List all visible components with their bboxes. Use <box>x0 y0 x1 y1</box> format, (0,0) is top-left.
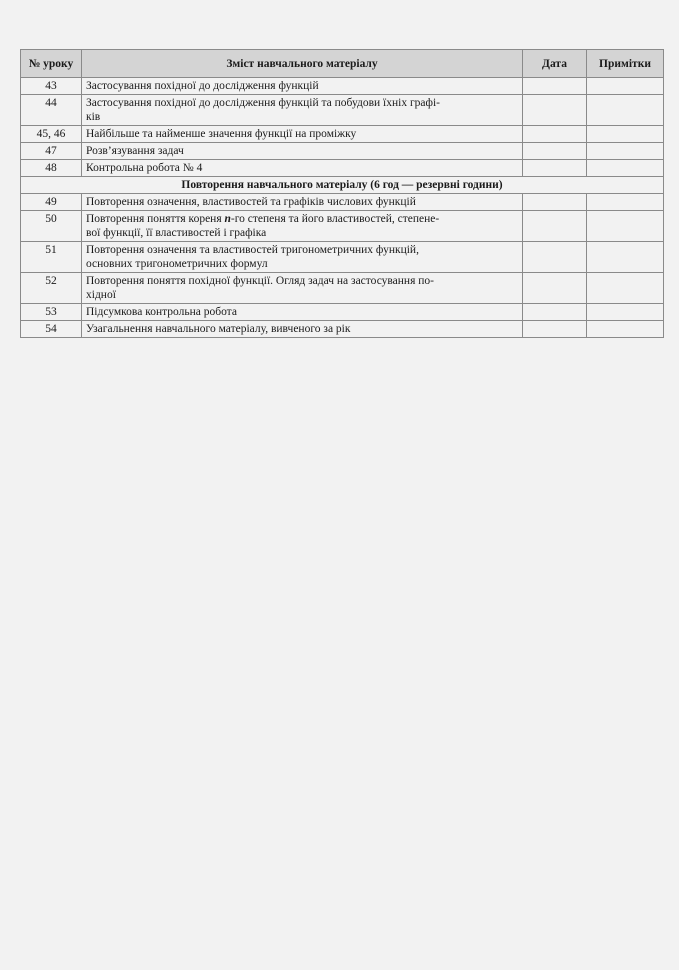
lesson-number: 49 <box>21 194 82 211</box>
table-row <box>21 273 664 304</box>
lesson-content: Контрольна робота № 4 <box>82 160 523 177</box>
date-cell <box>523 194 587 211</box>
lesson-number: 48 <box>21 160 82 177</box>
table-row <box>21 78 664 95</box>
notes-cell <box>587 273 664 304</box>
lesson-content: Узагальнення навчального матеріалу, вивченого за рік <box>82 321 523 338</box>
lesson-content-line: Повторення поняття кореня <box>86 213 222 225</box>
header-notes: Примітки <box>587 50 664 78</box>
notes-cell <box>587 78 664 95</box>
lesson-number: 50 <box>21 211 82 242</box>
lesson-number: 54 <box>21 321 82 338</box>
table-row <box>21 126 664 143</box>
page <box>20 49 663 338</box>
notes-cell <box>587 126 664 143</box>
date-cell <box>523 143 587 160</box>
lesson-content-line: Застосування похідної до дослідження функцій та побудови їхніх графі- <box>86 97 441 109</box>
date-cell <box>523 273 587 304</box>
section-row <box>21 177 664 194</box>
table-row <box>21 95 664 126</box>
table-row <box>21 143 664 160</box>
date-cell <box>523 304 587 321</box>
notes-cell <box>587 160 664 177</box>
lesson-number: 52 <box>21 273 82 304</box>
table-header-row <box>21 50 664 78</box>
date-cell <box>523 160 587 177</box>
math-variable: n <box>224 213 231 225</box>
lesson-number: 53 <box>21 304 82 321</box>
date-cell <box>523 78 587 95</box>
table-row <box>21 211 664 242</box>
table-row <box>21 321 664 338</box>
lesson-content <box>82 273 523 304</box>
lesson-number: 47 <box>21 143 82 160</box>
lesson-content: Повторення означення, властивостей та графіків числових функцій <box>82 194 523 211</box>
lesson-content <box>82 242 523 273</box>
lesson-number: 45, 46 <box>21 126 82 143</box>
notes-cell <box>587 95 664 126</box>
lesson-content-line: вої функції, її властивостей і графіка <box>86 227 267 239</box>
header-date: Дата <box>523 50 587 78</box>
lesson-content: Підсумкова контрольна робота <box>82 304 523 321</box>
date-cell <box>523 242 587 273</box>
lesson-content-line: -го степеня та його властивостей, степене- <box>230 213 440 225</box>
date-cell <box>523 211 587 242</box>
notes-cell <box>587 304 664 321</box>
date-cell <box>523 95 587 126</box>
lesson-number: 44 <box>21 95 82 126</box>
lesson-content <box>82 95 523 126</box>
lesson-content-line: ків <box>86 111 101 123</box>
section-title: Повторення навчального матеріалу (6 год — резервні години) <box>21 177 664 194</box>
header-lesson-number: № уроку <box>21 50 82 78</box>
table-row <box>21 160 664 177</box>
date-cell <box>523 126 587 143</box>
lesson-number: 51 <box>21 242 82 273</box>
lesson-content-line: Повторення поняття похідної функції. Огляд задач на застосування по- <box>86 275 434 287</box>
lesson-content-line: основних тригонометричних формул <box>86 258 268 270</box>
notes-cell <box>587 211 664 242</box>
lesson-content-line: Повторення означення та властивостей тригонометричних функцій, <box>86 244 419 256</box>
notes-cell <box>587 143 664 160</box>
lesson-content-line: хідної <box>86 289 116 301</box>
table-row <box>21 242 664 273</box>
table-row <box>21 304 664 321</box>
notes-cell <box>587 321 664 338</box>
lesson-content: Розв’язування задач <box>82 143 523 160</box>
notes-cell <box>587 242 664 273</box>
header-content: Зміст навчального матеріалу <box>82 50 523 78</box>
table-row <box>21 194 664 211</box>
lesson-content <box>82 211 523 242</box>
lesson-plan-table <box>20 49 664 338</box>
notes-cell <box>587 194 664 211</box>
lesson-content: Застосування похідної до дослідження функцій <box>82 78 523 95</box>
lesson-number: 43 <box>21 78 82 95</box>
date-cell <box>523 321 587 338</box>
lesson-content: Найбільше та найменше значення функції на проміжку <box>82 126 523 143</box>
